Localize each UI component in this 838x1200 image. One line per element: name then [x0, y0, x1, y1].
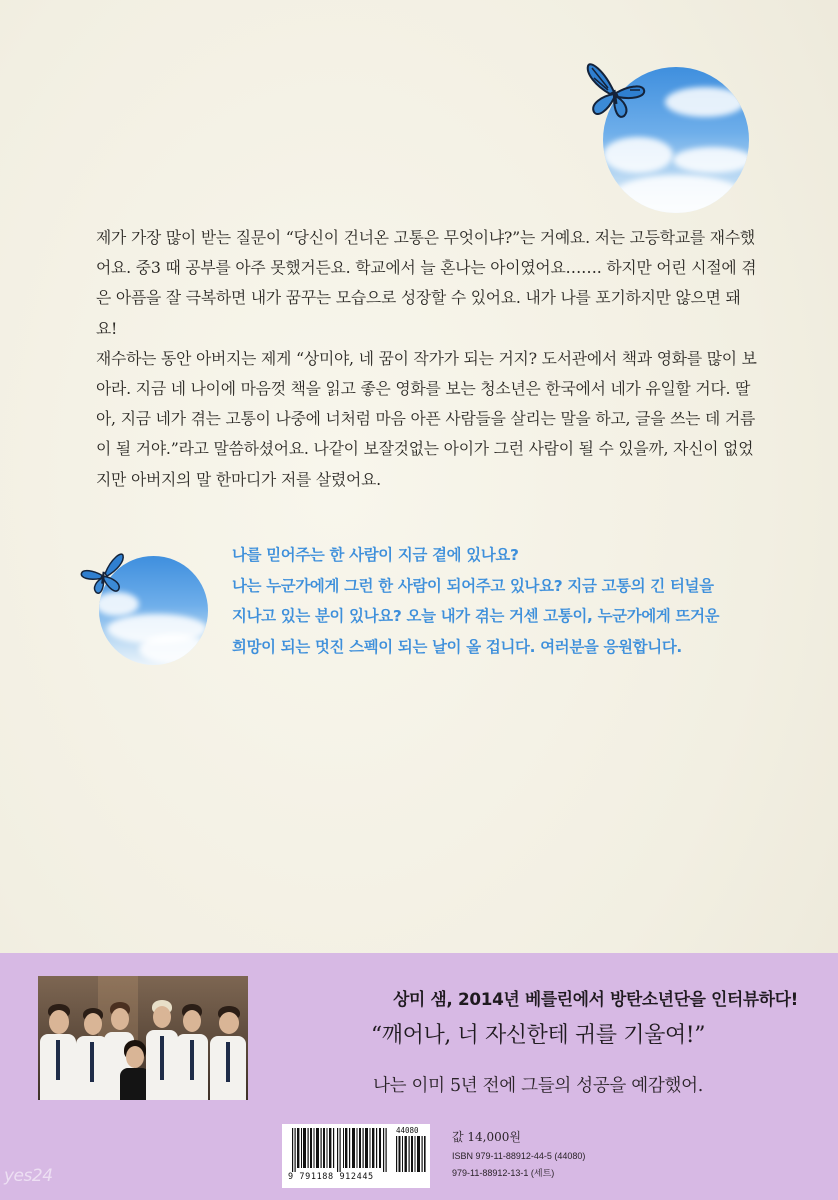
barcode-bars — [290, 1128, 394, 1172]
barcode-addon-bars — [396, 1136, 426, 1172]
band-headline: 상미 샘, 2014년 베를린에서 방탄소년단을 인터뷰하다! — [393, 989, 798, 1009]
barcode-addon-number: 44080 — [396, 1126, 419, 1135]
body-paragraph-2: 재수하는 동안 아버지는 제게 “상미야, 네 꿈이 작가가 되는 거지? 도서관에서 책과 영화를 많이 보아라. 지금 네 나이에 마음껏 책을 읽고 좋은 영화를 보는 청소년은 한국에서 네가 유일할 거다. 딸아, 지금 네가 겪는 고통이 나중에 너처럼 마음 아픈 사람들을 살리는 말을 하고, 글을 쓰는 데 거름이 될 거야.”라고 말씀하셨어요. 나같이 보잘것없는 아이가 그런 사람이 될 수 있을까, 자신이 없었지만 아버지의 말 한마디가 저를 살렸어요. — [96, 348, 757, 489]
encouragement-text — [232, 540, 772, 662]
band-subtitle: 나는 이미 5년 전에 그들의 성공을 예감했어. — [373, 1076, 703, 1096]
blue-line-3: 지나고 있는 분이 있나요? 오늘 내가 겪는 거센 고통이, 누군가에게 뜨거운 — [232, 607, 720, 625]
band-quote: “깨어나, 너 자신한테 귀를 기울여!” — [370, 1023, 706, 1048]
group-photo — [38, 976, 248, 1100]
butterfly-icon — [80, 551, 126, 597]
main-body-text — [96, 223, 760, 495]
blue-line-4: 희망이 되는 멋진 스펙이 되는 날이 올 겁니다. 여러분을 응원합니다. — [232, 637, 682, 656]
watermark: yes24 — [4, 1166, 53, 1186]
isbn-line-2: 979-11-88912-13-1 (세트) — [452, 1168, 555, 1178]
blue-line-2: 나는 누군가에게 그런 한 사람이 되어주고 있나요? 지금 고통의 긴 터널을 — [232, 576, 714, 595]
price-label: 값 14,000원 — [452, 1130, 521, 1144]
butterfly-icon — [584, 60, 646, 122]
barcode — [282, 1124, 430, 1188]
barcode-number: 9 791188 912445 — [288, 1172, 374, 1182]
isbn-line-1: ISBN 979-11-88912-44-5 (44080) — [452, 1151, 586, 1161]
body-paragraph-1: 제가 가장 많이 받는 질문이 “당신이 건너온 고통은 무엇이냐?”는 거예요. 저는 고등학교를 재수했어요. 중3 때 공부를 아주 못했거든요. 학교에서 늘 혼나는 아이였어요……. 하지만 어린 시절에 겪은 아픔을 잘 극복하면 내가 꿈꾸는 모습으로 성장할 수 있어요. 내가 나를 포기하지만 않으면 돼요! — [96, 228, 757, 338]
blue-line-1: 나를 믿어주는 한 사람이 지금 곁에 있나요? — [232, 546, 519, 564]
